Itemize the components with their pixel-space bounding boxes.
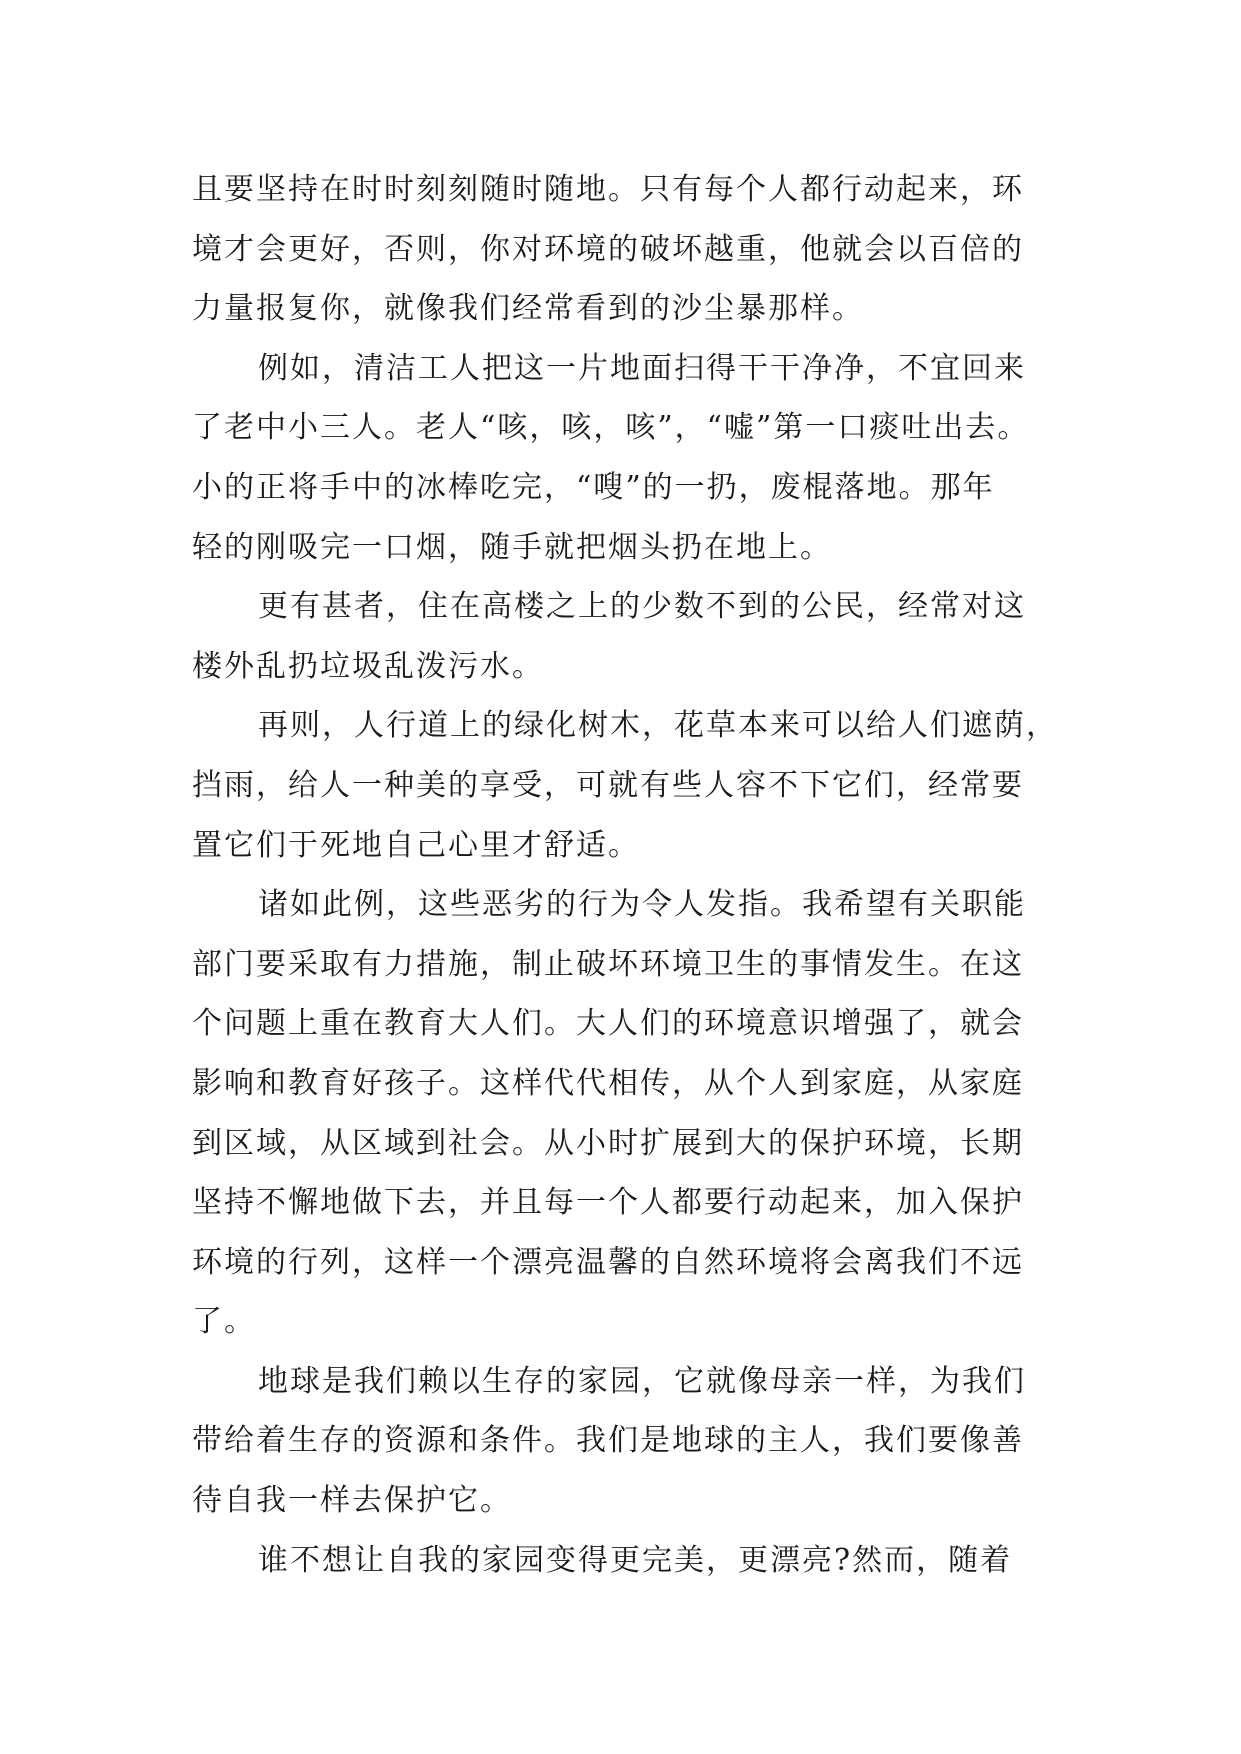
text-line: 力量报复你，就像我们经常看到的沙尘暴那样。 bbox=[192, 291, 864, 327]
text-line: 小的正将手中的冰棒吃完，“嗖”的一扔，废棍落地。那年 bbox=[192, 469, 995, 505]
document-body bbox=[192, 160, 1058, 1590]
text-line: 境才会更好，否则，你对环境的破坏越重，他就会以百倍的 bbox=[192, 231, 1024, 267]
text-line: 待自我一样去保护它。 bbox=[192, 1483, 512, 1519]
text-line: 了老中小三人。老人“咳，咳，咳”，“嘘”第一口痰吐出去。 bbox=[192, 410, 1030, 446]
text-line: 了。 bbox=[192, 1304, 256, 1340]
text-line: 个问题上重在教育大人们。大人们的环境意识增强了，就会 bbox=[192, 1006, 1024, 1042]
text-line: 坚持不懈地做下去，并且每一个人都要行动起来，加入保护 bbox=[192, 1185, 1024, 1221]
text-line: 部门要采取有力措施，制止破坏环境卫生的事情发生。在这 bbox=[192, 946, 1024, 982]
text-line: 诸如此例，这些恶劣的行为令人发指。我希望有关职能 bbox=[258, 887, 1026, 923]
text-line: 例如，清洁工人把这一片地面扫得干干净净，不宜回来 bbox=[258, 350, 1026, 386]
text-line: 置它们于死地自己心里才舒适。 bbox=[192, 827, 640, 863]
text-line: 楼外乱扔垃圾乱泼污水。 bbox=[192, 648, 544, 684]
text-line: 轻的刚吸完一口烟，随手就把烟头扔在地上。 bbox=[192, 529, 832, 565]
text-line: 且要坚持在时时刻刻随时随地。只有每个人都行动起来，环 bbox=[192, 172, 1024, 207]
text-line: 谁不想让自我的家园变得更完美，更漂亮?然而，随着 bbox=[258, 1542, 1013, 1578]
text-line: 地球是我们赖以生存的家园，它就像母亲一样，为我们 bbox=[258, 1363, 1026, 1399]
text-line: 更有甚者，住在高楼之上的少数不到的公民，经常对这 bbox=[258, 589, 1026, 625]
text-line: 带给着生存的资源和条件。我们是地球的主人，我们要像善 bbox=[192, 1423, 1024, 1459]
text-line: 环境的行列，这样一个漂亮温馨的自然环境将会离我们不远 bbox=[192, 1244, 1024, 1280]
text-line: 挡雨，给人一种美的享受，可就有些人容不下它们，经常要 bbox=[192, 767, 1024, 803]
text-line: 影响和教育好孩子。这样代代相传，从个人到家庭，从家庭 bbox=[192, 1065, 1024, 1101]
text-line: 再则，人行道上的绿化树木，花草本来可以给人们遮荫， bbox=[258, 708, 1058, 744]
text-line: 到区域，从区域到社会。从小时扩展到大的保护环境，长期 bbox=[192, 1125, 1024, 1161]
